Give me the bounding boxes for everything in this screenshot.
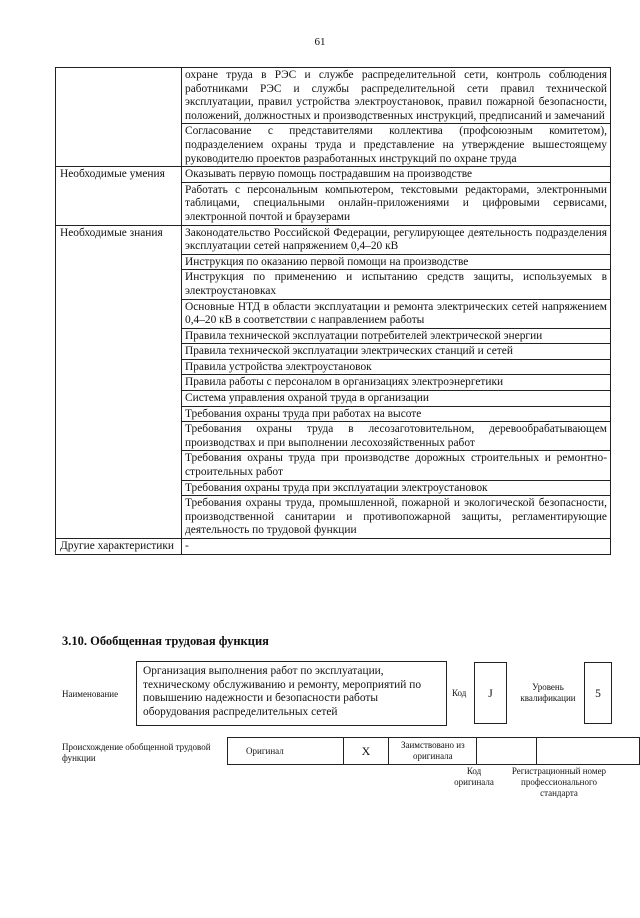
- table-cell: Требования охраны труда при производстве дорожных строительных и ремонтно-строительных работ: [182, 451, 611, 480]
- borrowed-label: Заимствовано из оригинала: [389, 738, 477, 765]
- page-number: 61: [314, 36, 326, 48]
- row-label: Другие характеристики: [56, 539, 182, 555]
- table-cell: -: [182, 539, 611, 555]
- code-label: Код: [452, 688, 467, 698]
- registration-number-cell: [536, 738, 639, 765]
- caption-registration-number: Регистрационный номер профессионального стандарта: [511, 766, 607, 798]
- table-row: [56, 68, 611, 124]
- table-cell: Согласование с представителями коллектива (профсоюзным комитетом), подразделением охраны труда и представление на утверждение вышестоящему руководителю проектов разработанных инструкций по охране труда: [182, 124, 611, 167]
- code-value: J: [488, 688, 493, 700]
- table-cell: Правила устройства электроустановок: [182, 359, 611, 375]
- origin-row: [228, 738, 640, 765]
- original-label: Оригинал: [228, 738, 344, 765]
- table-cell: Правила технической эксплуатации электрических станций и сетей: [182, 344, 611, 360]
- row-label: Необходимые знания: [56, 225, 182, 538]
- table-row: [56, 225, 611, 254]
- code-value-box: [474, 662, 507, 724]
- requirements-table: [55, 67, 611, 555]
- name-label: Наименование: [62, 689, 119, 699]
- table-cell: Требования охраны труда в лесозаготовительном, деревообрабатывающем производствах и при выполнении лесохозяйственных работ: [182, 422, 611, 451]
- caption-original-code: Код оригинала: [454, 766, 494, 787]
- row-label: [56, 68, 182, 167]
- qualification-level-value: 5: [595, 688, 601, 700]
- table-cell: Правила работы с персоналом в организациях электроэнергетики: [182, 375, 611, 391]
- requirements-table-body: [56, 68, 611, 555]
- table-cell: охране труда в РЭС и службе распределительной сети, контроль соблюдения работниками РЭС и службы распределительной сети правил технической эксплуатации, правил устройства электроустановок, правил пожарной безопасности, положений, должностных и производственных инструкций, предписаний и замечаний: [182, 68, 611, 124]
- table-cell: Работать с персональным компьютером, текстовыми редакторами, электронными таблицами, специальными онлайн-приложениями и цифровыми сервисами, электронной почтой и браузерами: [182, 182, 611, 225]
- origin-label: Происхождение обобщенной трудовой функции: [62, 742, 211, 763]
- row-label: Необходимые умения: [56, 167, 182, 225]
- table-cell: Инструкция по применению и испытанию средств защиты, используемых в электроустановках: [182, 270, 611, 299]
- table-cell: Требования охраны труда при эксплуатации электроустановок: [182, 480, 611, 496]
- table-cell: Оказывать первую помощь пострадавшим на производстве: [182, 167, 611, 183]
- qualification-level-label: Уровень квалификации: [520, 682, 576, 703]
- table-row: [56, 167, 611, 183]
- name-value-box: [136, 661, 447, 726]
- original-code-cell: [477, 738, 537, 765]
- origin-table: [227, 737, 640, 765]
- table-row: [56, 539, 611, 555]
- section-title: 3.10. Обобщенная трудовая функция: [62, 634, 269, 648]
- table-cell: Система управления охраной труда в организации: [182, 391, 611, 407]
- table-cell: Основные НТД в области эксплуатации и ремонта электрических сетей напряжением 0,4–20 кВ в соответствии с направлением работы: [182, 299, 611, 328]
- original-mark: X: [343, 738, 389, 765]
- table-cell: Инструкция по оказанию первой помощи на производстве: [182, 254, 611, 270]
- table-cell: Правила технической эксплуатации потребителей электрической энергии: [182, 328, 611, 344]
- qualification-level-box: [584, 662, 612, 724]
- name-value: Организация выполнения работ по эксплуатации, техническому обслуживанию и ремонту, мероприятий по повышению надежности и безопасности работы оборудования распределительных сетей: [143, 665, 422, 718]
- table-cell: Требования охраны труда при работах на высоте: [182, 406, 611, 422]
- table-cell: Требования охраны труда, промышленной, пожарной и экологической безопасности, производственной санитарии и противопожарной защиты, регламентирующие деятельность по трудовой функции: [182, 496, 611, 539]
- table-cell: Законодательство Российской Федерации, регулирующее деятельность подразделения эксплуатации сетей напряжением 0,4–20 кВ: [182, 225, 611, 254]
